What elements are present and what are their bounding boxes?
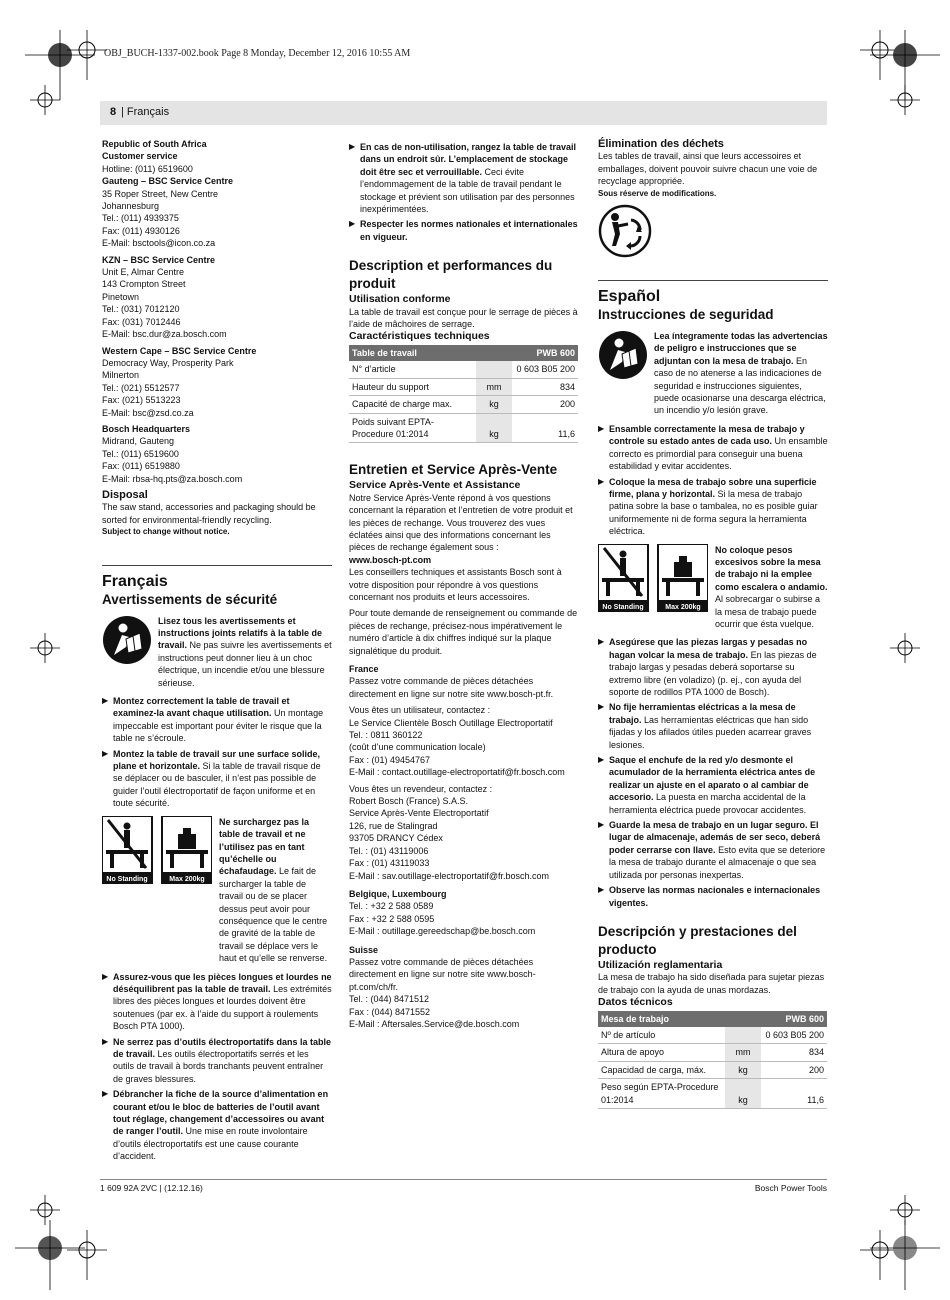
fr-service-text-2: Les conseillers techniques et assistants Bosch sont à votre disposition pour répondre à vos questions concernant nos produits et leurs accessoires. xyxy=(349,567,562,602)
spec-label: N° d’article xyxy=(349,361,476,378)
spec-label: Nº de artículo xyxy=(598,1027,725,1044)
cs-title: Customer service xyxy=(102,151,178,162)
address-line: Tel.: (021) 5512577 xyxy=(102,382,180,393)
bullet-arrow-icon: ▶ xyxy=(598,702,605,712)
bullet-text: Si la mesa de trabajo patina sobre la base o tambalea, no es posible guiar uniformemente ni de forma segura la herramienta eléctrica. xyxy=(609,488,818,537)
fr-elimination-heading: Élimination des déchets xyxy=(598,138,724,150)
contact-line: Fax : (044) 8471552 xyxy=(349,1006,431,1017)
fr-bullet-1 xyxy=(102,695,332,745)
za-title: Republic of South Africa xyxy=(102,139,207,149)
spec-head-label: Mesa de trabajo xyxy=(598,1011,761,1027)
table-row xyxy=(349,396,578,413)
spec-unit: mm xyxy=(476,378,512,395)
spec-unit: kg xyxy=(476,413,512,443)
bullet-text: Une mise en route involontaire d’outils électroportatifs est une cause courante d’accident. xyxy=(113,1126,308,1162)
contact-line: E-Mail : outillage.gereedschap@be.bosch.com xyxy=(349,926,536,937)
address-line: Johannesburg xyxy=(102,201,160,212)
fr-tech-heading: Caractéristiques techniques xyxy=(349,330,490,343)
spec-value: 834 xyxy=(761,1044,827,1061)
bullet-bold: Ensamble correctamente la mesa de trabajo y controle su estado antes de cada uso. xyxy=(609,423,805,447)
fr-service-url[interactable]: www.bosch-pt.com xyxy=(349,554,432,565)
address-line: Unit E, Almar Centre xyxy=(102,267,185,278)
contact-line: E-Mail : contact.outillage-electroportatif@fr.bosch.com xyxy=(349,767,565,778)
crop-mark-bottom-center-left xyxy=(52,1230,122,1280)
fr-spec-table xyxy=(349,345,578,443)
bullet-arrow-icon: ▶ xyxy=(102,1089,109,1099)
address-line: Fax: (011) 4930126 xyxy=(102,225,180,236)
fr-use-text: La table de travail est conçue pour le serrage de pièces à l’aide de mâchoires de serrage. xyxy=(349,306,578,330)
spec-label: Capacidad de carga, máx. xyxy=(598,1061,725,1078)
fr-service-subheading: Service Après-Vente et Assistance xyxy=(349,479,521,492)
table-row xyxy=(598,1079,827,1109)
bullet-bold: No fije herramientas eléctricas a la mesa de trabajo. xyxy=(609,702,796,725)
address-line: E-Mail: bsc@zsd.co.za xyxy=(102,407,194,418)
bullet-text: Si la table de travail risque de se déplacer ou de basculer, il n’est pas possible de guider l’outil électroportatif de façon uniforme et en toute sécurité. xyxy=(113,761,321,809)
contact-line: E-Mail : sav.outillage-electroportatif@fr.bosch.com xyxy=(349,870,550,881)
spec-unit: kg xyxy=(725,1061,761,1078)
spec-table-head xyxy=(349,345,578,361)
bullet-text: Las herramientas eléctricas que han sido fijadas y los afilados útiles pueden acarrear graves lesiones. xyxy=(609,714,812,750)
address-line: Democracy Way, Prosperity Park xyxy=(102,357,234,368)
column-3 xyxy=(598,138,828,1115)
gauteng-title: Gauteng – BSC Service Centre xyxy=(102,176,234,187)
address-line: 143 Crompton Street xyxy=(102,279,186,290)
belgium-contact xyxy=(349,900,579,937)
max-load-label: Max 200kg xyxy=(665,603,701,611)
fr-bullet-6 xyxy=(349,141,579,215)
bullet-bold: Guarde la mesa de trabajo en un lugar seguro. El lugar de almacenaje, además de ser seco, deberá poder cerrarse con llave. xyxy=(609,820,821,855)
spec-unit xyxy=(725,1027,761,1044)
footer-rule xyxy=(100,1179,827,1180)
footer-doc-number: 1 609 92A 2VC | (12.12.16) xyxy=(100,1183,203,1193)
bullet-bold: Montez correctement la table de travail et examinez-la avant chaque utilisation. xyxy=(113,696,290,719)
spec-value: 834 xyxy=(512,378,578,395)
fr-service-text-3: Pour toute demande de renseignement ou commande de pièces de rechange, précisez-nous impérativement le numéro d’article à dix chiffres indiqué sur la plaque signalétique du produit. xyxy=(349,608,578,656)
bullet-arrow-icon: ▶ xyxy=(349,142,356,151)
es-use-text: La mesa de trabajo ha sido diseñada para sujetar piezas de trabajo con la ayuda de unas mordazas. xyxy=(598,972,825,995)
contact-line: Tel. : (044) 8471512 xyxy=(349,994,430,1005)
bullet-text: Un montage impeccable est important pour éviter le risque que la table ne s’écroule. xyxy=(113,708,324,744)
address-line: Fax: (011) 6519880 xyxy=(102,461,180,472)
crop-mark-right-top xyxy=(885,80,925,120)
es-use-heading: Utilización reglamentaria xyxy=(598,958,723,971)
spec-unit: kg xyxy=(725,1079,761,1109)
spec-head-value: PWB 600 xyxy=(761,1011,827,1027)
spec-table-head xyxy=(598,1011,827,1027)
contact-line: Tel. : 0811 360122 xyxy=(349,730,423,741)
address-line: E-Mail: bsctools@icon.co.za xyxy=(102,238,216,249)
bullet-arrow-icon: ▶ xyxy=(598,637,605,647)
sous-reserve: Sous réserve de modifications. xyxy=(598,188,717,198)
crop-mark-left-middle xyxy=(25,628,65,668)
spec-unit: mm xyxy=(725,1044,761,1061)
table-row xyxy=(598,1044,827,1061)
spec-value: 200 xyxy=(761,1061,827,1078)
bullet-arrow-icon: ▶ xyxy=(102,1036,109,1046)
contact-line: 126, rue de Stalingrad xyxy=(349,820,438,831)
spec-value: 11,6 xyxy=(512,413,578,443)
es-tech-heading: Datos técnicos xyxy=(598,996,673,1009)
gauteng-address xyxy=(102,188,332,250)
bullet-arrow-icon: ▶ xyxy=(598,820,605,830)
column-2 xyxy=(349,138,579,1030)
no-standing-max-load-icons xyxy=(598,544,708,612)
belgium-title: Belgique, Luxembourg xyxy=(349,888,447,899)
table-row xyxy=(598,1061,827,1078)
fr-elimination-text: Les tables de travail, ainsi que leurs accessoires et emballages, doivent pouvoir suivre chacun une voie de recyclage appropriée. xyxy=(598,151,818,187)
spec-label: Altura de apoyo xyxy=(598,1044,725,1061)
es-picto-bold: No coloque pesos excesivos sobre la mesa de trabajo ni la emplee como escalera o andamio. xyxy=(715,544,828,592)
fr-bullet-3 xyxy=(102,971,332,1033)
bullet-text: Les extrémités libres des pièces longues et lourdes doivent être soutenues (par ex. à l’aide du support à roulements Bosch PTA 1000). xyxy=(113,983,332,1032)
bullet-arrow-icon: ▶ xyxy=(598,755,605,765)
spec-head-label: Table de travail xyxy=(349,345,512,361)
table-row xyxy=(598,1027,827,1044)
es-picto-text: Al sobrecargar o subirse a la mesa de trabajo puede ocurrir que ésta vuelque. xyxy=(715,594,821,629)
crop-mark-left-top xyxy=(25,80,65,120)
es-warn-bold: Lea íntegramente todas las advertencias de peligro e instrucciones que se adjuntan con la mesa de trabajo. xyxy=(654,331,828,366)
table-row xyxy=(349,413,578,443)
bullet-arrow-icon: ▶ xyxy=(102,971,109,981)
bullet-bold: Débrancher la fiche de la source d’alimentation en courant et/ou le bloc de batteries de l’outil avant tout réglage, changement d’accessoires ou avant de ranger l’outil. xyxy=(113,1089,329,1137)
fr-bullet-7 xyxy=(349,218,579,243)
subject-to-change: Subject to change without notice. xyxy=(102,527,230,537)
spec-unit: kg xyxy=(476,396,512,413)
es-bullet-6 xyxy=(598,819,828,881)
contact-line: Fax : (01) 49454767 xyxy=(349,754,431,765)
max-load-label: Max 200kg xyxy=(169,875,205,883)
address-line: Fax: (021) 5513223 xyxy=(102,395,181,406)
disposal-heading: Disposal xyxy=(102,488,148,501)
fr-use-heading: Utilisation conforme xyxy=(349,293,451,306)
address-line: E-Mail: bsc.dur@za.bosch.com xyxy=(102,329,227,340)
fr-service-heading: Entretien et Service Après-Vente xyxy=(349,462,558,478)
es-bullet-3 xyxy=(598,636,828,698)
es-warn-text: En caso de no atenerse a las indicaciones de seguridad e instrucciones siguientes, puede ocasionarse una descarga eléctrica, un incendio y/o lesión grave. xyxy=(654,355,826,416)
bullet-bold: Asegúrese que las piezas largas y pesadas no hagan volcar la mesa de trabajo. xyxy=(609,637,808,660)
bullet-bold: Respecter les normes nationales et internationales en vigueur. xyxy=(360,219,578,242)
bullet-bold: En cas de non-utilisation, rangez la table de travail dans un endroit sûr. L’emplacement de stockage doit être sec et verrouillable. xyxy=(360,142,577,177)
wc-title: Western Cape – BSC Service Centre xyxy=(102,345,257,356)
crop-mark-bottom-right xyxy=(870,1220,940,1290)
kzn-address xyxy=(102,266,332,340)
es-spec-table xyxy=(598,1011,827,1109)
contact-line: Vous êtes un utilisateur, contactez : xyxy=(349,705,491,716)
spec-value: 0 603 B05 200 xyxy=(761,1027,827,1044)
hq-title: Bosch Headquarters xyxy=(102,423,191,434)
recycling-triman-icon xyxy=(598,204,652,258)
bullet-text: Les outils électroportatifs serrés et les outils de travail à bords tranchants peuvent entraîner de graves blessures. xyxy=(113,1049,324,1084)
france-title: France xyxy=(349,664,379,674)
suisse-title: Suisse xyxy=(349,944,379,955)
bullet-arrow-icon: ▶ xyxy=(349,219,356,229)
footer-brand: Bosch Power Tools xyxy=(754,1183,827,1193)
print-slug-line: OBJ_BUCH-1337-002.book Page 8 Monday, December 12, 2016 10:55 AM xyxy=(104,48,411,59)
fr-service-text: Notre Service Après-Vente répond à vos questions concernant la réparation et l’entretien de votre produit et les pièces de rechange. Vous trouverez des vues éclatées ainsi que des informations concernant les pièces de rechange également sous : xyxy=(349,492,573,553)
es-bullet-2 xyxy=(598,476,828,538)
spec-head-value: PWB 600 xyxy=(512,345,578,361)
espanol-heading: Español xyxy=(598,280,828,306)
fr-picto-bold: Ne surchargez pas la table de travail et ne l’utilisez pas en tant qu’échelle ou échafaudage. xyxy=(219,816,310,877)
address-line: Milnerton xyxy=(102,370,140,381)
contact-line: Tel. : (01) 43119006 xyxy=(349,845,429,856)
es-bullet-7 xyxy=(598,884,828,909)
spec-label: Capacité de charge max. xyxy=(349,396,476,413)
es-description-heading: Descripción y prestaciones del producto xyxy=(598,923,797,957)
address-line: Midrand, Gauteng xyxy=(102,436,175,447)
wc-address xyxy=(102,357,332,419)
address-line: Pinetown xyxy=(102,291,140,302)
contact-line: (coût d’une communication locale) xyxy=(349,742,486,753)
kzn-title: KZN – BSC Service Centre xyxy=(102,254,216,265)
es-read-manual-warning xyxy=(598,330,828,417)
address-line: Tel.: (031) 7012120 xyxy=(102,304,180,315)
contact-line: Tel. : +32 2 588 0589 xyxy=(349,901,434,912)
address-line: E-Mail: rbsa-hq.pts@za.bosch.com xyxy=(102,473,243,484)
disposal-text: The saw stand, accessories and packaging should be sorted for environmental-friendly recycling. xyxy=(102,502,316,525)
contact-line: Service Après-Vente Electroportatif xyxy=(349,808,489,819)
fr-safety-heading: Avertissements de sécurité xyxy=(102,591,278,607)
bullet-bold: Observe las normas nacionales e internacionales vigentes. xyxy=(609,885,821,908)
fr-bullet-4 xyxy=(102,1036,332,1086)
bullet-text: Esto evita que se deteriore la mesa de trabajo durante el almacenaje o que sea utilizada por personas inexpertas. xyxy=(609,844,826,880)
es-bullet-4 xyxy=(598,701,828,751)
es-bullet-5 xyxy=(598,754,828,816)
france-text: Passez votre commande de pièces détachées directement en ligne sur notre site www.bosch-pt.fr. xyxy=(349,676,554,699)
column-1 xyxy=(102,138,332,1166)
address-line: 35 Roper Street, New Centre xyxy=(102,188,219,199)
spec-value: 11,6 xyxy=(761,1079,827,1109)
contact-line: E-Mail : Aftersales.Service@de.bosch.com xyxy=(349,1018,520,1029)
es-bullet-1 xyxy=(598,423,828,473)
contact-line: Robert Bosch (France) S.A.S. xyxy=(349,796,469,807)
no-standing-label: No Standing xyxy=(106,875,148,883)
francais-heading: Français xyxy=(102,565,332,591)
fr-warn-text: Ne pas suivre les avertissements et instructions peut donner lieu à un choc électrique, un incendie et/ou une blessure sérieuse. xyxy=(158,640,332,688)
table-row xyxy=(349,378,578,395)
fr-description-heading: Description et performances du produit xyxy=(349,258,553,292)
contact-line: 93705 DRANCY Cédex xyxy=(349,833,443,844)
bullet-arrow-icon: ▶ xyxy=(598,423,605,433)
header-language: | Français xyxy=(121,106,170,118)
spec-value: 200 xyxy=(512,396,578,413)
page-header-bar xyxy=(100,101,827,125)
bullet-text: La puesta en marcha accidental de la herramienta eléctrica puede provocar accidentes. xyxy=(609,792,807,815)
bullet-arrow-icon: ▶ xyxy=(102,748,109,758)
france-reseller-contact xyxy=(349,783,579,882)
page-number: 8 xyxy=(110,106,117,118)
bullet-bold: Montez la table de travail sur une surface solide, plane et horizontale. xyxy=(113,748,321,772)
suisse-text: Passez votre commande de pièces détachées directement en ligne sur notre site www.bosch-pt.com/ch/fr. xyxy=(349,956,536,992)
bullet-bold: Saque el enchufe de la red y/o desmonte el acumulador de la herramienta eléctrica antes de realizar un ajuste en el aparato o al cambiar de accesorio. xyxy=(609,755,816,803)
read-manual-icon xyxy=(102,615,152,665)
fr-read-manual-warning xyxy=(102,615,332,689)
bullet-bold: Coloque la mesa de trabajo sobre una superficie firme, plana y horizontal. xyxy=(609,476,817,499)
spec-label: Poids suivant EPTA-Procedure 01:2014 xyxy=(349,413,476,443)
bullet-text: Ceci évite l’endommagement de la table de travail pendant le stockage et prévient son utilisation par des personnes inexpérimentées. xyxy=(360,166,575,215)
bullet-text: En las piezas de trabajo largas y pesadas deberá soportarse su extremo libre (en voladizo) (p. ej., con ayuda del soporte de rodillos PTA 1000 de Bosch). xyxy=(609,649,817,697)
france-user-contact xyxy=(349,704,579,778)
address-line: Tel.: (011) 6519600 xyxy=(102,448,179,459)
address-line: Fax: (031) 7012446 xyxy=(102,316,181,327)
no-standing-max-load-icons xyxy=(102,816,212,884)
contact-line: Fax : (01) 43119033 xyxy=(349,858,430,869)
spec-value: 0 603 B05 200 xyxy=(512,361,578,378)
bullet-bold: Ne serrez pas d’outils électroportatifs dans la table de travail. xyxy=(113,1036,332,1059)
bullet-arrow-icon: ▶ xyxy=(102,696,109,706)
cs-hotline: Hotline: (011) 6519600 xyxy=(102,163,193,174)
suisse-contact xyxy=(349,993,579,1030)
read-manual-icon xyxy=(598,330,648,380)
fr-warn-bold: Lisez tous les avertissements et instructions joints relatifs à la table de travail. xyxy=(158,615,323,651)
spec-label: Hauteur du support xyxy=(349,378,476,395)
no-standing-label: No Standing xyxy=(602,603,644,611)
spec-unit xyxy=(476,361,512,378)
address-line: Tel.: (011) 4939375 xyxy=(102,213,179,224)
bullet-arrow-icon: ▶ xyxy=(598,476,605,486)
fr-overload-warning xyxy=(102,816,332,965)
bullet-arrow-icon: ▶ xyxy=(598,885,605,895)
crop-mark-right-middle xyxy=(885,628,925,668)
fr-picto-text: Le fait de surcharger la table de travail ou de se placer dessus peut avoir pour conséquence que le centre de gravité de la table de travail se déplace vers le haut et qu’elle se renverse. xyxy=(219,866,328,964)
contact-line: Vous êtes un revendeur, contactez : xyxy=(349,783,493,794)
hq-address xyxy=(102,435,332,485)
contact-line: Le Service Clientèle Bosch Outillage Electroportatif xyxy=(349,717,553,728)
table-row xyxy=(349,361,578,378)
contact-line: Fax : +32 2 588 0595 xyxy=(349,913,435,924)
es-overload-warning xyxy=(598,544,828,631)
bullet-text: Un ensamble correcto es primordial para conseguir una buena estabilidad y evitar accidentes. xyxy=(609,436,828,472)
es-safety-heading: Instrucciones de seguridad xyxy=(598,307,774,323)
fr-bullet-2 xyxy=(102,748,332,810)
fr-bullet-5 xyxy=(102,1088,332,1162)
bullet-bold: Assurez-vous que les pièces longues et lourdes ne déséquilibrent pas la table de travail. xyxy=(113,971,332,994)
spec-label: Peso según EPTA-Procedure 01:2014 xyxy=(598,1079,725,1109)
